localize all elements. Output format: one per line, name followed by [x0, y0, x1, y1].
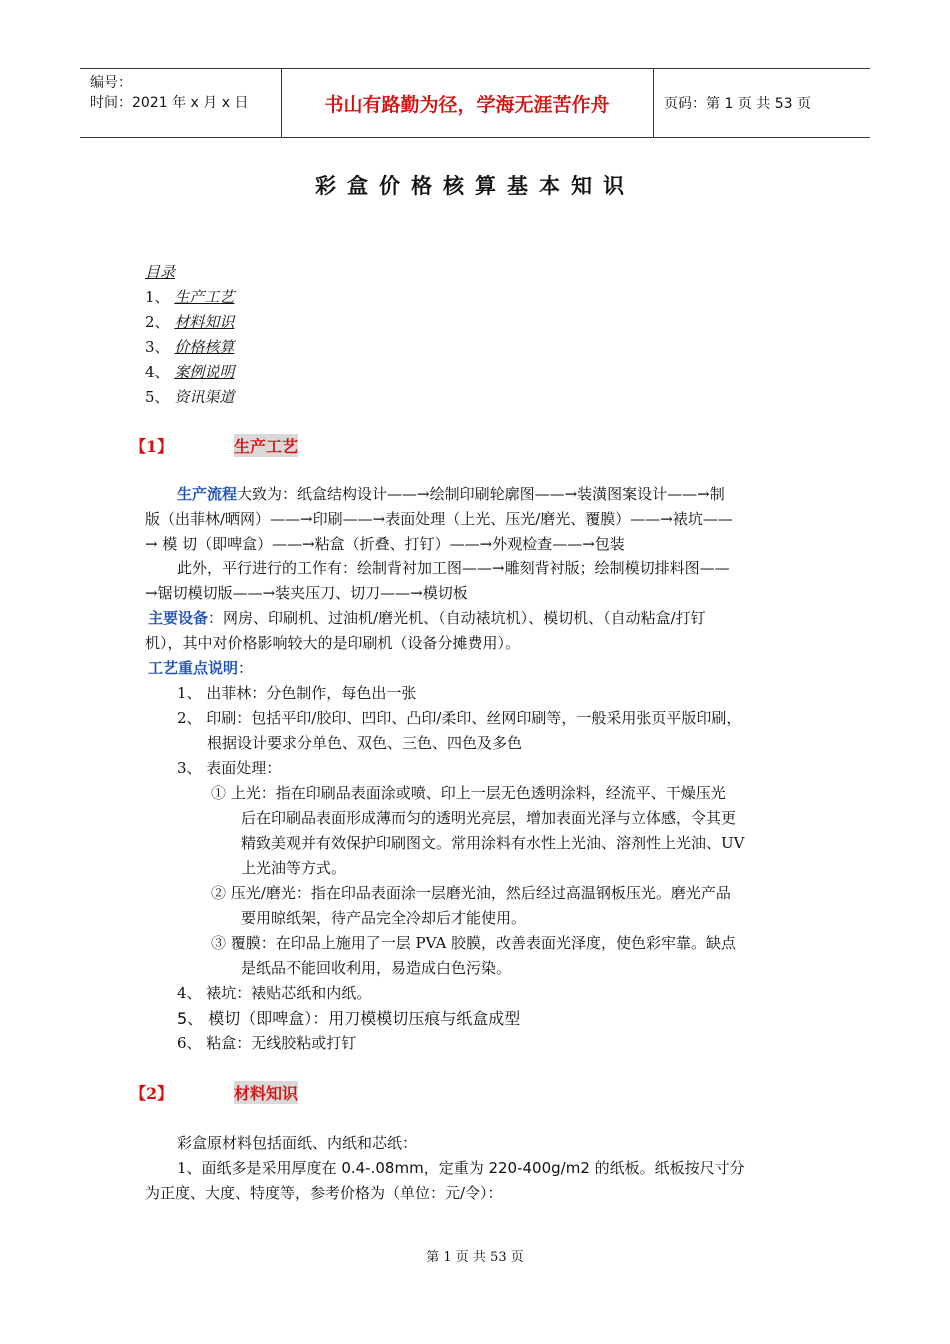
header-meta: [90, 73, 248, 113]
materials-text: 1、面纸多是采用厚度在: [177, 1159, 342, 1177]
toc-item[interactable]: [145, 335, 234, 360]
number-label: 编号：: [90, 75, 132, 91]
page-header: [80, 68, 870, 138]
toc-item[interactable]: [145, 310, 234, 335]
toc-item-number: 5、: [145, 388, 170, 406]
subnote-item: 要用晾纸架，待产品完全冷却后才能使用。: [241, 909, 527, 927]
flow-line: 此外，平行进行的工作有：绘制背衬加工图——→雕刻背衬版；绘制模切排料图——: [177, 559, 730, 577]
section-title: 生产工艺: [234, 434, 298, 457]
toc-item-number: 3、: [145, 338, 170, 356]
section-heading: [130, 434, 299, 457]
materials-text: 的纸板。纸板按尺寸分: [589, 1159, 745, 1177]
section-number: 【2】: [130, 1084, 174, 1103]
note-item: 根据设计要求分单色、双色、三色、四色及多色: [207, 734, 523, 752]
subnote-item: ② 压光/磨光：指在印品表面涂一层磨光油，然后经过高温钢板压光。磨光产品: [211, 884, 731, 902]
toc-item-label[interactable]: 价格核算: [174, 338, 235, 356]
materials-text: ，定重为: [423, 1159, 489, 1177]
toc-heading[interactable]: 目录: [145, 263, 176, 281]
materials-line: [177, 1156, 745, 1181]
page-footer: 第 1 页 共 53 页: [426, 1250, 524, 1265]
header-page-info: 页码：第 1 页 共 53 页: [664, 96, 811, 112]
section-number: 【1】: [130, 437, 174, 456]
subnote-item: 后在印刷品表面形成薄而匀的透明光亮层，增加表面光泽与立体感，令其更: [241, 809, 737, 827]
flow-line: [177, 482, 725, 507]
toc-item[interactable]: [145, 360, 234, 385]
toc-item-number: 1、: [145, 288, 170, 306]
process-notes-colon: ：: [238, 659, 254, 677]
toc-item[interactable]: [145, 285, 234, 310]
subnote-item: 上光油等方式。: [241, 859, 347, 877]
note-item: 2、 印刷：包括平印/胶印、凹印、凸印/柔印、丝网印刷等，一般采用张页平版印刷，: [177, 709, 742, 727]
header-divider: [653, 69, 654, 137]
process-notes-heading: [148, 656, 253, 681]
toc-item-label[interactable]: 生产工艺: [174, 288, 235, 306]
section-heading: [130, 1081, 299, 1104]
materials-line: 彩盒原材料包括面纸、内纸和芯纸：: [177, 1134, 418, 1152]
time-label: 时间：2021 年 x 月 x 日: [90, 95, 249, 111]
flow-text: 大致为：纸盒结构设计——→绘制印刷轮廓图——→装潢图案设计——→制: [237, 485, 725, 503]
flow-line: 版（出菲林/晒网）——→印刷——→表面处理（上光、压光/磨光、覆膜）——→裱坑——: [145, 510, 733, 528]
weight-value: 220-400g/m2: [488, 1159, 590, 1177]
toc-item: [145, 385, 234, 410]
subnote-item: 是纸品不能回收利用，易造成白色污染。: [241, 959, 512, 977]
materials-line: 为正度、大度、特度等，参考价格为（单位：元/令）：: [145, 1184, 503, 1202]
thickness-value: 0.4-.08mm: [341, 1159, 424, 1177]
note-item: 5、 模切（即啤盒）：用刀模模切压痕与纸盒成型: [177, 1009, 521, 1028]
flow-line: →锯切模切版——→装夹压刀、切刀——→模切板: [145, 584, 468, 602]
note-item: 3、 表面处理：: [177, 759, 282, 777]
equipment-text: ：网房、印刷机、过油机/磨光机、（自动裱坑机）、模切机、（自动粘盒/打钉: [208, 609, 706, 627]
subnote-item: ① 上光：指在印刷品表面涂或喷、印上一层无色透明涂料，经流平、干燥压光: [211, 784, 726, 802]
equipment-line: [148, 606, 706, 631]
note-item: 6、 粘盒：无线胶粘或打钉: [177, 1034, 357, 1052]
subnote-item: 精致美观并有效保护印刷图文。常用涂料有水性上光油、溶剂性上光油、UV: [241, 834, 745, 852]
flow-line: → 模 切（即啤盒）——→粘盒（折叠、打钉）——→外观检查——→包装: [145, 535, 625, 553]
process-notes-label: 工艺重点说明: [148, 659, 239, 677]
note-item: 4、 裱坑：裱贴芯纸和内纸。: [177, 984, 372, 1002]
toc-item-label: 资讯渠道: [174, 388, 235, 406]
flow-label: 生产流程: [177, 485, 238, 503]
document-title: 彩盒价格核算基本知识: [315, 174, 635, 198]
toc-item-number: 2、: [145, 313, 170, 331]
note-item: 1、 出菲林：分色制作，每色出一张: [177, 684, 417, 702]
table-of-contents: [145, 260, 234, 410]
section-title: 材料知识: [234, 1081, 298, 1104]
header-motto: 书山有路勤为径，学海无涯苦作舟: [324, 93, 610, 116]
equipment-line: 机），其中对价格影响较大的是印刷机（设备分摊费用）。: [145, 634, 521, 652]
equipment-label: 主要设备: [148, 609, 209, 627]
subnote-item: ③ 覆膜：在印品上施用了一层 PVA 胶膜，改善表面光泽度，使色彩牢靠。缺点: [211, 934, 737, 952]
toc-item-label[interactable]: 材料知识: [174, 313, 235, 331]
toc-item-label[interactable]: 案例说明: [174, 363, 235, 381]
toc-item-number: 4、: [145, 363, 170, 381]
